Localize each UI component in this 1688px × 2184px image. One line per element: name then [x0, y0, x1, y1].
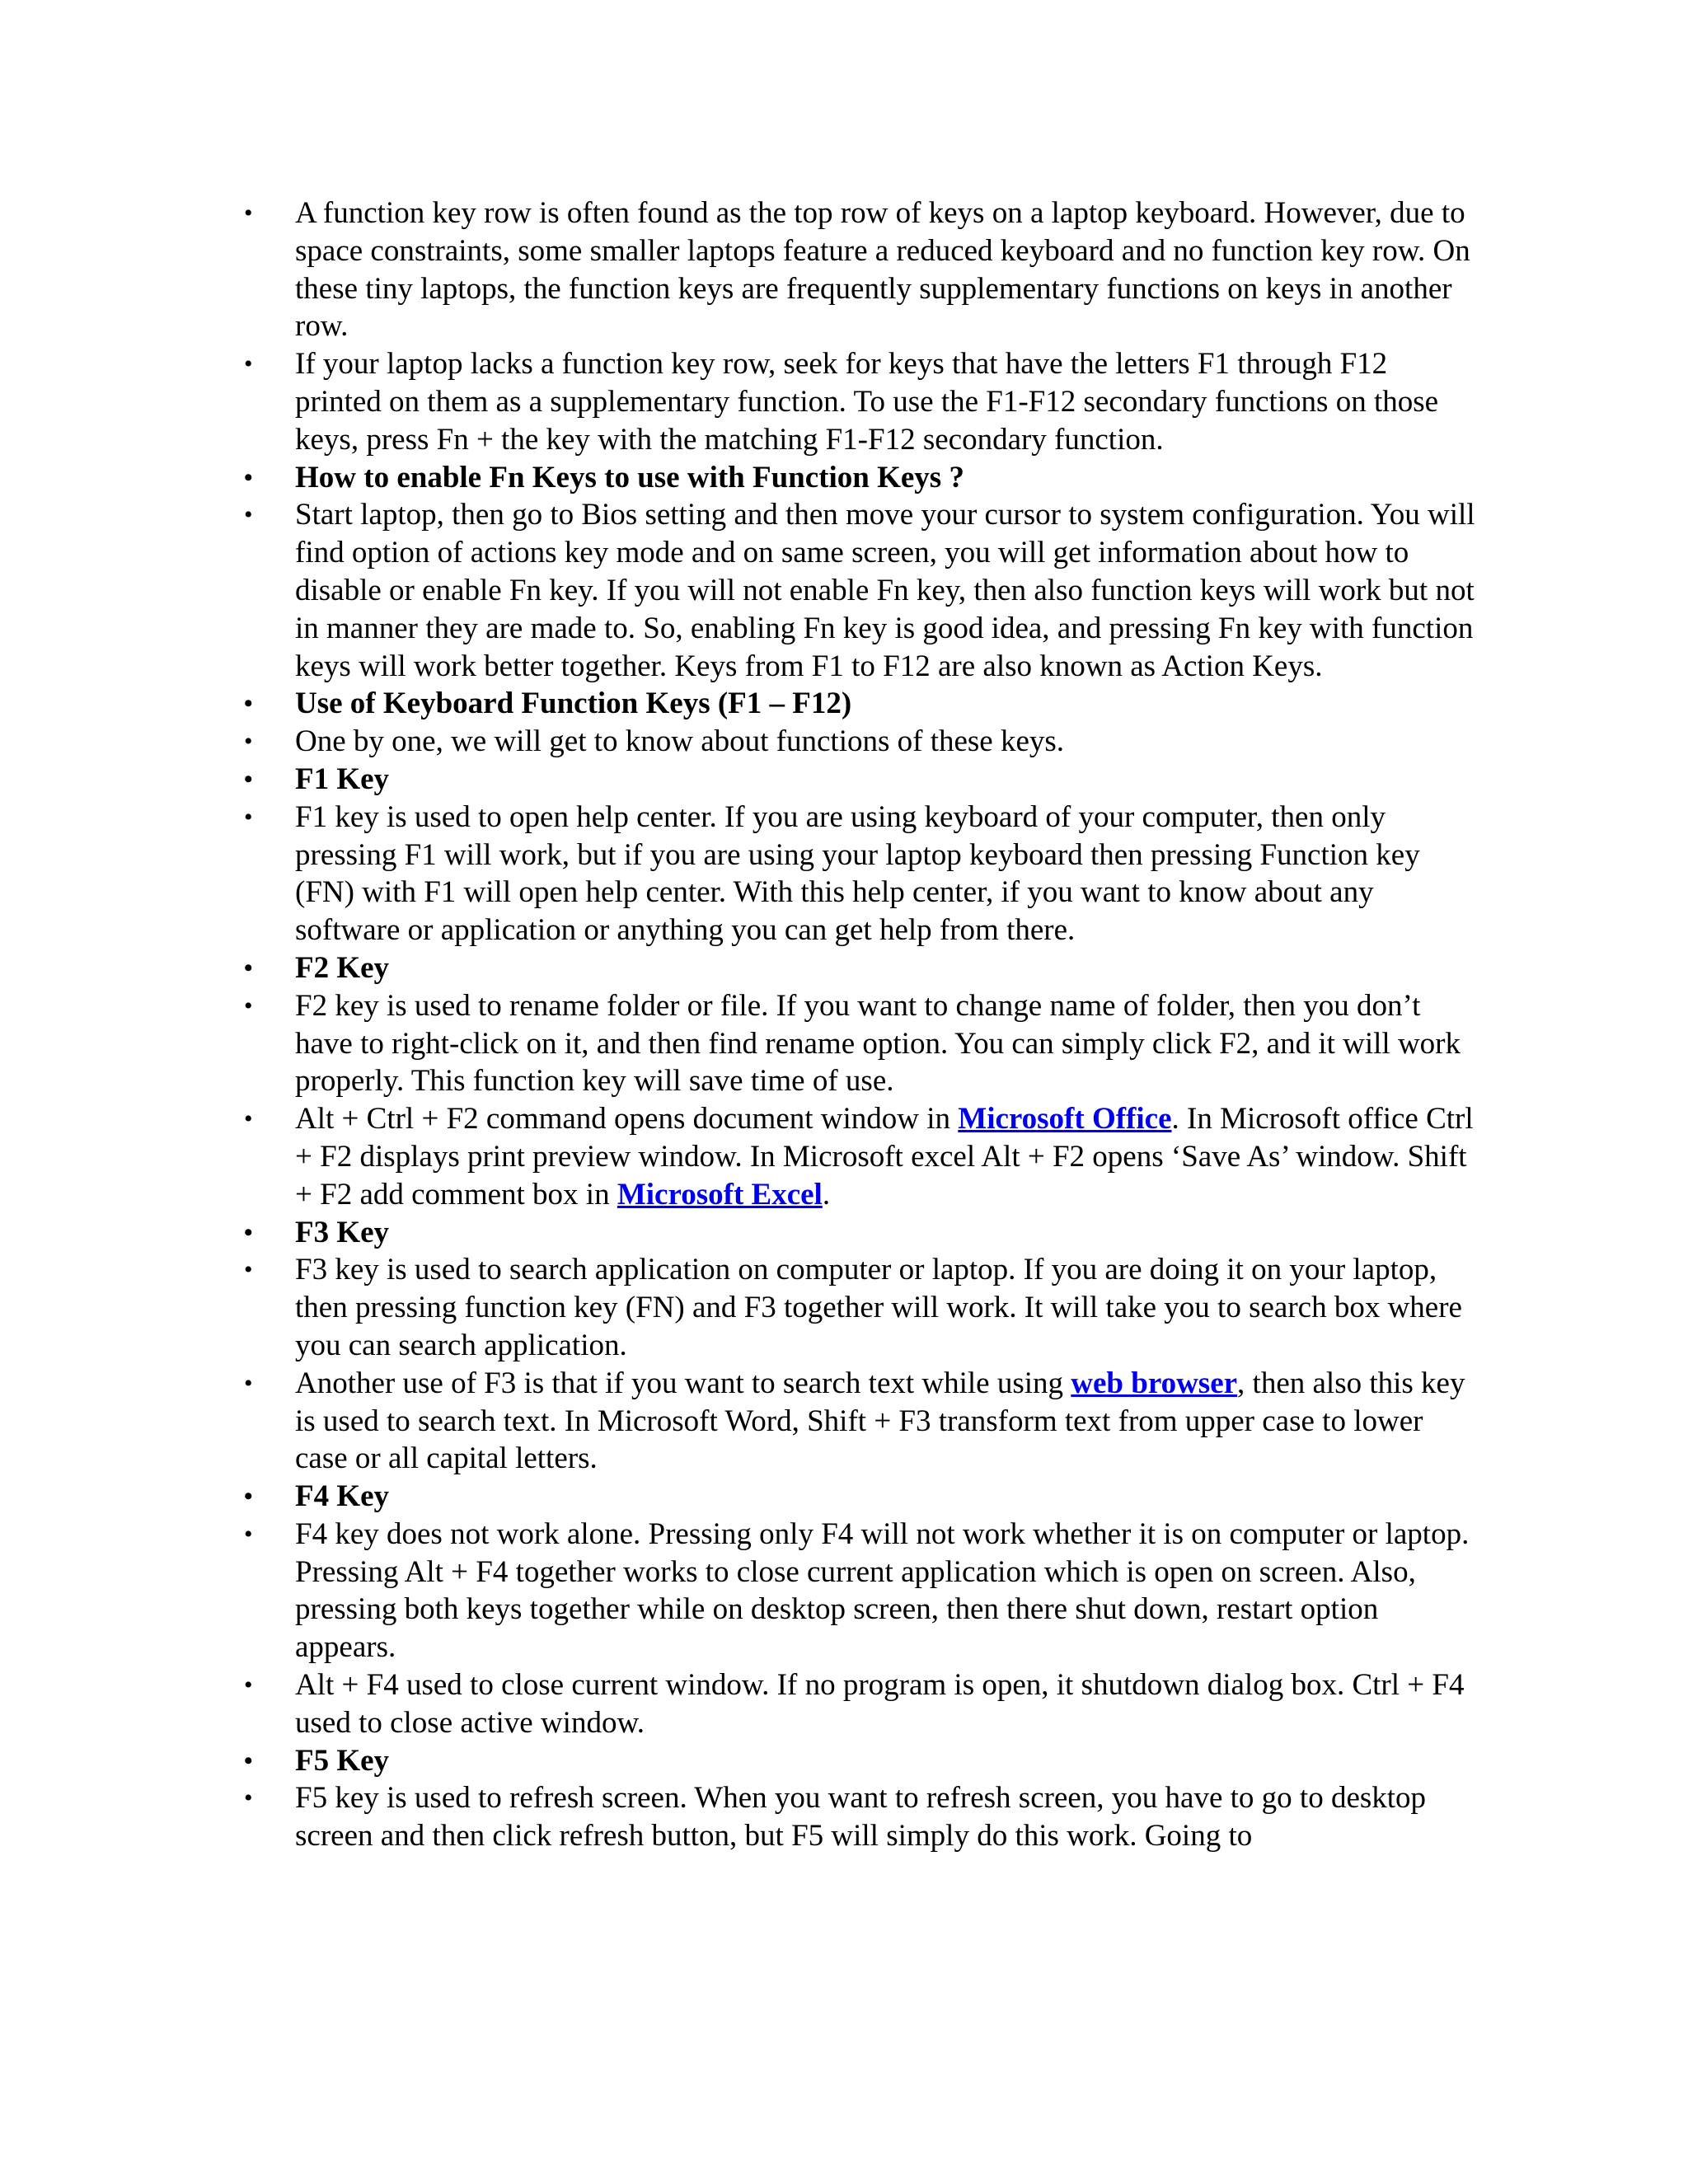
list-item	[244, 987, 1480, 1100]
list-item	[244, 1100, 1480, 1213]
list-item	[244, 1779, 1480, 1855]
section-heading	[244, 1214, 1480, 1252]
heading-text: F2 Key	[295, 950, 390, 985]
paragraph-text: , then also this key is used to search text. In Microsoft Word, Shift + F3 transform text from upper case to lower case or all capital letters.	[295, 1366, 1465, 1476]
paragraph-text: If your laptop lacks a function key row, seek for keys that have the letters F1 through F12 printed on them as a supplementary function. To use the F1-F12 secondary functions on those keys, press Fn + the key with the matching F1-F12 secondary function.	[295, 347, 1439, 457]
list-item	[244, 1365, 1480, 1478]
list-item	[244, 345, 1480, 458]
heading-text: Use of Keyboard Function Keys (F1 – F12)	[295, 687, 852, 721]
list-item	[244, 1251, 1480, 1364]
section-heading	[244, 1478, 1480, 1516]
paragraph-text: . In Microsoft office Ctrl + F2 displays print preview window. In Microsoft excel Alt + F2 opens ‘Save As’ window. Shift + F2 add comment box in	[295, 1102, 1474, 1212]
paragraph-text: Another use of F3 is that if you want to search text while using	[295, 1366, 1071, 1400]
section-heading	[244, 1742, 1480, 1780]
paragraph-text: One by one, we will get to know about functions of these keys.	[295, 724, 1065, 759]
list-item	[244, 1516, 1480, 1666]
paragraph-text: Alt + F4 used to close current window. If no program is open, it shutdown dialog box. Ctrl + F4 used to close active window.	[295, 1668, 1465, 1740]
microsoft-excel-link[interactable]: Microsoft Excel	[617, 1177, 823, 1212]
paragraph-text: .	[822, 1177, 831, 1212]
paragraph-text: F4 key does not work alone. Pressing only F4 will not work whether it is on computer or laptop. Pressing Alt + F4 together works to close current application which is open on screen. Also, pressing both keys together while on desktop screen, then there shut down, restart option appears.	[295, 1516, 1470, 1665]
paragraph-text: F3 key is used to search application on computer or laptop. If you are doing it on your laptop, then pressing function key (FN) and F3 together will work. It will take you to search box where you can search application.	[295, 1253, 1462, 1362]
paragraph-text: F2 key is used to rename folder or file. If you want to change name of folder, then you don’t have to right-click on it, and then find rename option. You can simply click F2, and it will work properly. This function key will save time of use.	[295, 988, 1461, 1099]
heading-text: F1 Key	[295, 762, 390, 796]
section-heading	[244, 761, 1480, 799]
paragraph-text: Start laptop, then go to Bios setting and then move your cursor to system configuration. You will find option of actions key mode and on same screen, you will get information about how to disable or enable Fn key. If you will not enable Fn key, then also function keys will work but not in manner they are made to. So, enabling Fn key is good idea, and pressing Fn key with function keys will work better together. Keys from F1 to F12 are also known as Action Keys.	[295, 498, 1475, 683]
list-item	[244, 194, 1480, 345]
list-item	[244, 496, 1480, 685]
heading-text: F3 Key	[295, 1215, 390, 1249]
heading-text: F4 Key	[295, 1479, 390, 1514]
list-item	[244, 1666, 1480, 1742]
paragraph-text: F5 key is used to refresh screen. When you want to refresh screen, you have to go to desktop screen and then click refresh button, but F5 will simply do this work. Going to	[295, 1781, 1427, 1854]
section-heading	[244, 949, 1480, 987]
microsoft-office-link[interactable]: Microsoft Office	[958, 1102, 1172, 1137]
heading-text: How to enable Fn Keys to use with Function Keys ?	[295, 460, 964, 494]
section-heading	[244, 685, 1480, 723]
bullet-list	[244, 194, 1480, 1855]
paragraph-text: A function key row is often found as the top row of keys on a laptop keyboard. However, due to space constraints, some smaller laptops feature a reduced keyboard and no function key row. On these tiny laptops, the function keys are frequently supplementary functions on keys in another row.	[295, 196, 1470, 344]
paragraph-text: Alt + Ctrl + F2 command opens document window in	[295, 1102, 959, 1137]
section-heading	[244, 459, 1480, 497]
web-browser-link[interactable]: web browser	[1071, 1366, 1238, 1400]
heading-text: F5 Key	[295, 1743, 390, 1778]
list-item	[244, 799, 1480, 949]
list-item	[244, 723, 1480, 761]
paragraph-text: F1 key is used to open help center. If you are using keyboard of your computer, then only pressing F1 will work, but if you are using your laptop keyboard then pressing Function key (FN) with F1 will open help center. With this help center, if you want to know about any software or application or anything you can get help from there.	[295, 799, 1420, 948]
